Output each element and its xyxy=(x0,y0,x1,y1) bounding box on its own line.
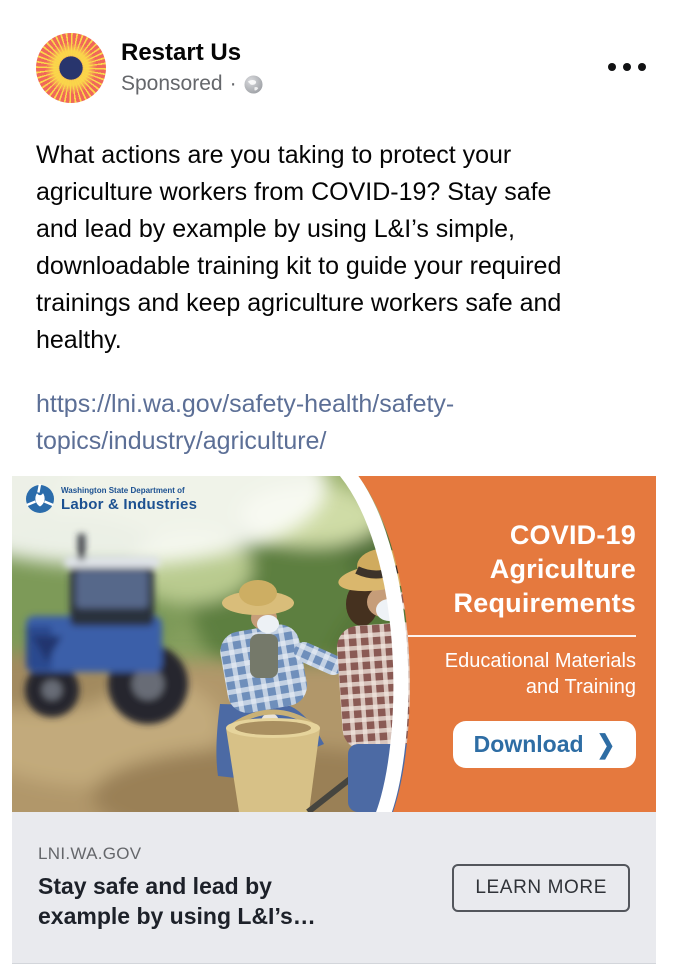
body-line: healthy. xyxy=(36,326,122,354)
post-body-text xyxy=(36,137,638,359)
footer-domain: LNI.WA.GOV xyxy=(38,844,142,863)
headline-line: Stay safe and lead by xyxy=(38,873,272,899)
post-subtitle xyxy=(121,72,263,96)
page-avatar[interactable] xyxy=(36,33,106,103)
ad-panel-content xyxy=(408,518,636,768)
ad-creative-image[interactable] xyxy=(12,476,656,812)
footer-text xyxy=(38,844,316,931)
ad-subtitle-line: Educational Materials xyxy=(444,650,636,672)
lni-org-line1: Washington State Department of xyxy=(61,485,185,495)
header-text xyxy=(121,33,263,96)
ad-title-line: COVID-19 xyxy=(509,520,636,550)
ad-subtitle-line: and Training xyxy=(525,676,636,698)
footer-headline xyxy=(38,871,316,931)
link-line[interactable]: topics/industry/agriculture/ xyxy=(36,427,327,455)
panel-divider xyxy=(408,635,636,637)
headline-line: example by using L&I’s… xyxy=(38,903,316,929)
download-button[interactable] xyxy=(453,721,636,768)
learn-more-button[interactable]: LEARN MORE xyxy=(452,864,630,912)
post-header xyxy=(0,0,674,103)
sponsored-label: Sponsored xyxy=(121,72,223,95)
link-line[interactable]: https://lni.wa.gov/safety-health/safety- xyxy=(36,390,455,418)
subtitle-separator: · xyxy=(229,72,237,95)
body-line: agriculture workers from COVID-19? Stay safe xyxy=(36,178,552,206)
lni-logo-text xyxy=(61,486,197,513)
download-label: Download xyxy=(473,731,584,757)
post-url-link[interactable] xyxy=(36,386,638,460)
lni-logo xyxy=(25,484,197,514)
ad-title-line: Requirements xyxy=(453,588,636,618)
lni-org-line2: Labor & Industries xyxy=(61,495,198,513)
globe-icon xyxy=(244,75,263,94)
chevron-right-icon: ❯ xyxy=(596,729,615,759)
ad-title-line: Agriculture xyxy=(489,554,636,584)
body-line: downloadable training kit to guide your required xyxy=(36,252,562,280)
body-line: and lead by example by using L&I’s simple, xyxy=(36,215,515,243)
body-line: What actions are you taking to protect your xyxy=(36,141,512,169)
link-preview-footer[interactable] xyxy=(12,812,656,964)
lni-logo-icon xyxy=(25,484,55,514)
post-menu-ellipsis-icon[interactable] xyxy=(604,59,650,75)
body-line: trainings and keep agriculture workers safe and xyxy=(36,289,562,317)
page-name[interactable]: Restart Us xyxy=(121,39,242,66)
